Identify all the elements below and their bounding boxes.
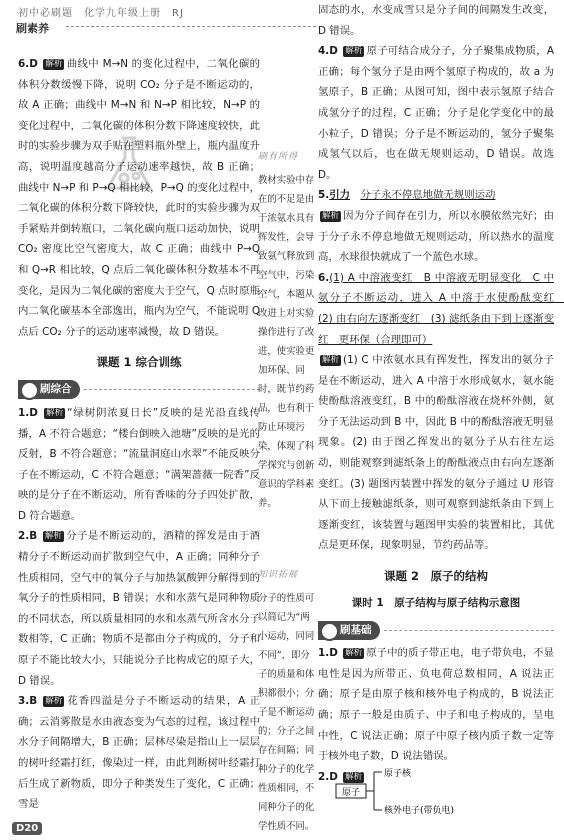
answer-paragraph — [18, 54, 260, 342]
analysis-text: 因为分子间存在引力，所以水膜依然完好；由于分子永不停息地做无规则运动，所以热水的温度高，水球很快就成了一个蓝色水球。 — [318, 209, 554, 264]
answer-item — [318, 41, 554, 185]
practice-tab — [318, 619, 554, 641]
page-header — [0, 0, 320, 44]
question-number: 2. — [18, 530, 30, 543]
analysis-text: (1) C 中浓氨水具有挥发性，挥发出的氨分子是在不断运动，进入 A 中溶于水形成氨水，氨水能使酚酞溶液变红，B 中的酚酞溶液在烧杯外侧，氨分子无法运动到 B 中，因此 B 中的酚酞溶液无明显现象。(2) 由于图乙挥发出的氨分子从右往左运动，则能观察到滤纸条上的酚酞液点由右向左逐渐变红。(3) 题图丙装置中挥发的氨分子通过 U 形管从下而上接触滤纸条，则可观察到滤纸条由下到上逐渐变红，该装置与题图甲实验的装置相比，其优点是更环保，现象明显，节约药品等。 — [318, 354, 554, 552]
page-number: D20 — [12, 822, 42, 835]
question-number: 1. — [318, 647, 330, 660]
answer-letter: D — [329, 45, 338, 58]
brace-lines — [366, 772, 382, 810]
practice-tab-label: 刷基础 — [318, 621, 380, 640]
answer-text: 引力 — [329, 189, 350, 202]
right-column — [318, 0, 564, 787]
analysis-tag: 解析 — [45, 696, 63, 707]
answer-item — [18, 691, 260, 815]
question-number: 3. — [18, 695, 30, 708]
analysis-tag: 解析 — [345, 46, 363, 57]
analysis-tag: 解析 — [322, 210, 340, 221]
analysis-text: 曲线中 M→N 的变化过程中，二氧化碳的体积分数缓慢下降，说明 CO₂ 分子是不断运动的，故 A 正确；曲线中 M→N 和 N→P 相比较，N→P 的变化过程中，二氧化碳的体积分数下降速度较快，此时的实验步骤为双手贴在塑料瓶外壁上，瓶内温度升高，说明温度越高分子运动速率越快，故 B 正确；曲线中 N→P 和 P→Q 相比较，P→Q 的变化过程中，二氧化碳的体积分数下降较快，此时的实验步骤为双手紧贴并倒转瓶口，二氧化碳向瓶口运动加快，说明 CO₂ 密度比空气密度大，故 C 正确；曲线中 P→Q 和 Q→R 相比较，Q 点后二氧化碳体积分数基本不再变化，是因为二氧化碳的密度大于空气，Q 点时原瓶内二氧化碳基本全部逸出，瓶内为空气，不能说明 Q 点后 CO₂ 分子的运动速率减慢，故 D 错误。 — [18, 58, 260, 338]
question-number: 5. — [318, 189, 330, 202]
analysis-text: 花香四溢是分子不断运动的结果，A 正确；云消雾散是水由液态变为气态的过程，该过程中水分子间隔增大，B 正确；层林尽染是指山上一层层的树叶经霜打红，像染过一样，由此判断树叶经霜打后生成了新物质，即分子种类发生了变化，C 正确；雪是 — [18, 695, 260, 811]
analysis-tag: 解析 — [46, 407, 64, 418]
section-label: 刷素养 — [16, 22, 49, 35]
analysis-tag: 解析 — [322, 355, 340, 366]
nucleus-label: 原子核 — [384, 769, 412, 779]
lesson-subtitle: 课时 1 原子结构与原子结构示意图 — [351, 596, 521, 609]
analysis-text: 原子可结合成分子，分子聚集成物质，A 正确；每个氢分子是由两个氢原子构成的，故 a 为氢原子，B 正确；从图可知，图中表示氢原子结合成氢分子的过程，C 正确；分子是化学变化中的最小粒子，D 错误；分子是不断运动的，氢分子聚集成氢气以后，也在做无规则运动，D 错误。故选 D。 — [318, 45, 555, 181]
analysis-item — [318, 206, 554, 268]
atom-structure-diagram — [334, 762, 544, 818]
answer-letter: B — [29, 530, 38, 543]
electron-label: 核外电子(带负电) — [384, 806, 455, 816]
question-number: 4. — [318, 45, 330, 58]
analysis-item — [318, 350, 554, 556]
analysis-text: 原子中的质子带正电，电子带负电，不显电性是因为所带正、负电荷总数相同，A 说法正确；原子是由原子核和核外电子构成的，B 说法正确；原子一般是由质子、中子和电子构成的，呈电中性，C 说法正确；原子中原子核内质子数一定等于核外电子数，D 说法错误。 — [318, 647, 555, 763]
answer-item — [318, 185, 554, 206]
question-number: 6. — [318, 271, 330, 284]
sidebar-note — [258, 566, 318, 836]
sidebar-note-title: 刷有所得 — [258, 152, 299, 162]
question-number: 2. — [318, 770, 330, 783]
sidebar-note-text: 教材实验中存在的不足是由于浓氨水具有挥发性，会导致氨气释放到空气中，污染空气，本题从改进上对实验操作进行了改进，使实验更加环保、同时，既节约药品，也有利于防止环境污染，体现了科学探究与创新意识的学科素养。 — [258, 175, 315, 509]
answer-text: 分子永不停息地做无规则运动 — [360, 189, 496, 202]
answer-letter: D — [29, 58, 38, 70]
analysis-text: “绿树阴浓夏日长”反映的是光沿直线传播，A 不符合题意；“楼台倒映入池塘”反映的是光的反射，B 不符合题意；“流量洞庭山水翠”不能反映分子在不断运动，C 不符合题意；“满架蔷薇一院香”反映的是分子在不断运动，所有香味的分子四处扩散，D 符合题意。 — [18, 406, 261, 522]
atom-label: 原子 — [341, 788, 361, 798]
continued-text: 固态的水，水变成雪只是分子间的间隔发生改变，D 错误。 — [318, 4, 554, 37]
sidebar-note-title: 知识拓展 — [258, 570, 299, 580]
left-column — [18, 54, 260, 815]
lesson-title: 课题 2 原子的结构 — [383, 569, 488, 584]
answer-letter: D — [329, 770, 338, 783]
book-title: 初中必刷题 化学九年级上册 RJ — [18, 8, 184, 19]
lesson-title: 课题 1 综合训练 — [96, 355, 182, 370]
practice-tab — [18, 379, 260, 401]
header-divider — [66, 26, 316, 27]
analysis-text: 分子是不断运动的，酒精的挥发是由于酒精分子不断运动而扩散到空气中，A 正确；同种分子性质相同，空气中的氧分子与加热氯酸钾分解得到的氧分子的性质相同，B 错误；水和水蒸气是同种物质的不同状态，所以质量相同的水和水蒸气所含水分子数相等，C 正确；物质不是都由分子构成的，分子和原子不能比较大小，只能说分子比构成它的原子大，D 错误。 — [18, 530, 260, 687]
answer-item — [18, 403, 260, 527]
question-number: 6. — [18, 58, 30, 70]
analysis-tag: 解析 — [45, 59, 63, 69]
analysis-tag: 解析 — [345, 771, 363, 782]
sidebar-note — [258, 148, 318, 513]
analysis-tag: 解析 — [44, 531, 62, 542]
answer-text: (1) A 中溶液变红 B 中溶液无明显变化 C 中氨分子不断运动，进入 A 中溶于水使酚酞变红 (2) 由右向左逐渐变红 (3) 滤纸条由下到上逐渐变红 更环保（合理即可） — [318, 271, 564, 346]
answer-letter: B — [29, 695, 38, 708]
answer-item — [18, 526, 260, 691]
answer-item — [318, 268, 564, 350]
answer-letter: D — [329, 647, 338, 660]
question-number: 1. — [18, 406, 30, 419]
answer-letter: D — [29, 406, 38, 419]
analysis-tag: 解析 — [345, 648, 363, 659]
sidebar-note-text: 分子的性质可以简记为“两小运动，同同不同”，即分子的质量和体积都很小；分子是不断运动的；分子之间存在间隔；同种分子的化学性质相同，不同种分子的化学性质不同。 — [258, 593, 315, 832]
answer-item — [318, 643, 554, 767]
practice-tab-label: 刷综合 — [18, 380, 80, 399]
